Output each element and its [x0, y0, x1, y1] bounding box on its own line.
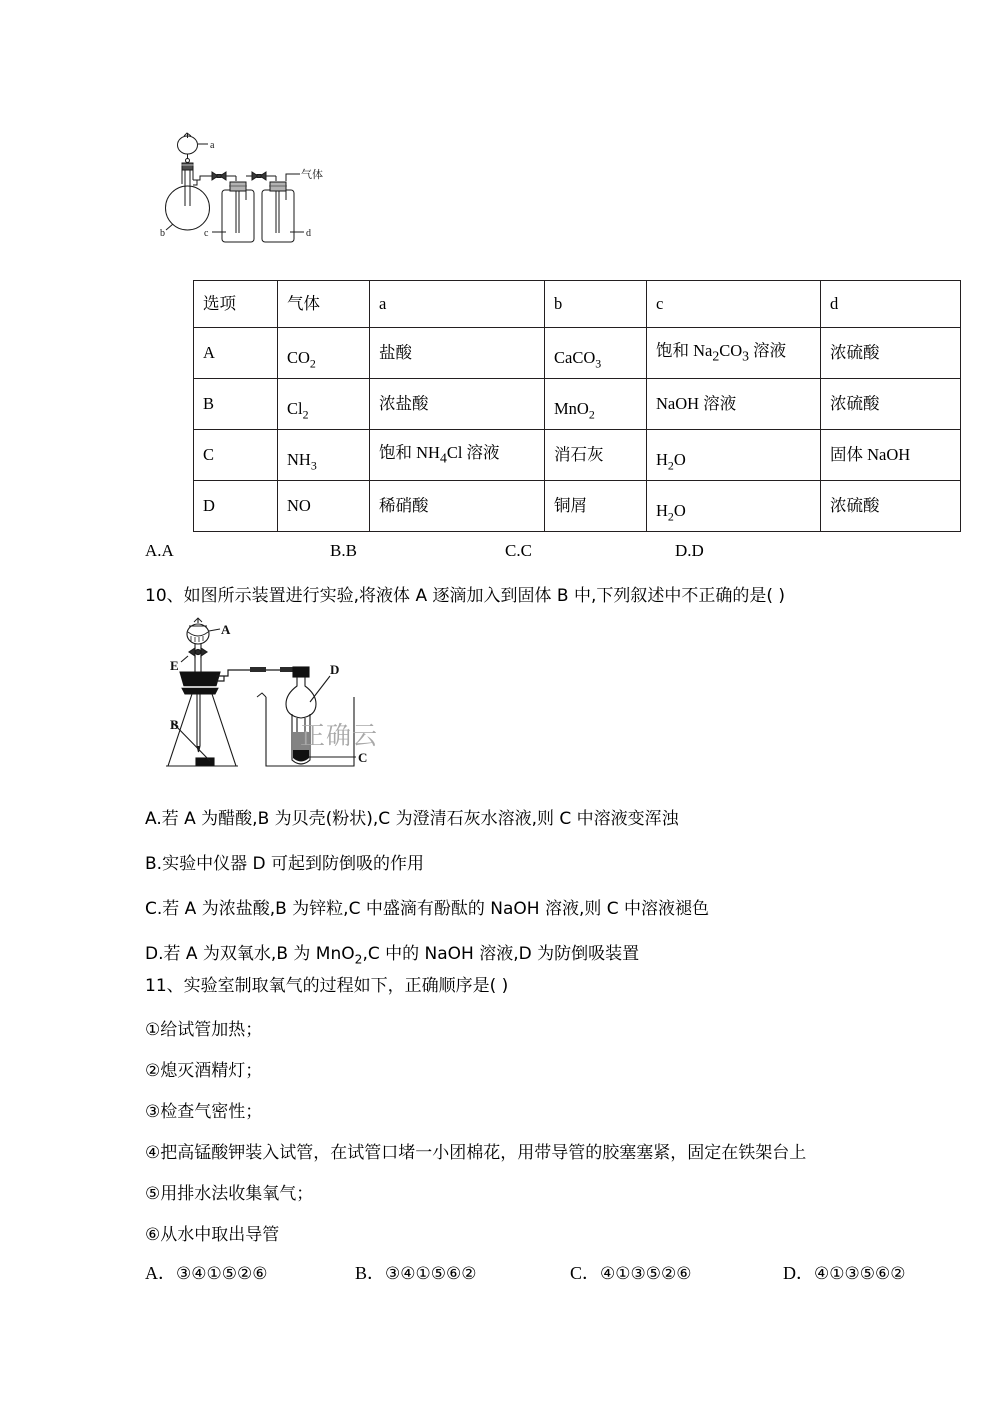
cell-b: 消石灰: [545, 430, 647, 481]
figure-label-b: b: [160, 228, 165, 239]
question-11-step-2: ②熄灭酒精灯；: [145, 1061, 263, 1081]
cell-c: NaOH 溶液: [647, 379, 821, 430]
dropping-funnel-apparatus-figure: [158, 614, 388, 789]
question-10-choice-b[interactable]: B.实验中仪器 D 可起到防倒吸的作用: [145, 854, 424, 874]
cell-option: B: [194, 379, 278, 430]
cell-b: 铜屑: [545, 481, 647, 532]
figure-label-a: a: [210, 140, 215, 151]
question-10-choice-d[interactable]: D.若 A 为双氧水,B 为 MnO$_2$,C 中的 NaOH 溶液,D 为防倒吸装置: [145, 944, 640, 967]
question-11-step-4: ④把高锰酸钾装入试管，在试管口堵一小团棉花，用带导管的胶塞塞紧，固定在铁架台上: [145, 1143, 807, 1163]
answer-option-a[interactable]: A.A: [145, 541, 174, 560]
answer-option-d[interactable]: D.D: [675, 541, 704, 560]
cell-option: C: [194, 430, 278, 481]
table-header-row: [194, 281, 961, 328]
cell-option: D: [194, 481, 278, 532]
question-11-step-5: ⑤用排水法收集氧气；: [145, 1184, 314, 1204]
figure2-label-a: A: [221, 622, 231, 637]
cell-d: 固体 NaOH: [821, 430, 961, 481]
question-11-step-3: ③检查气密性；: [145, 1102, 263, 1122]
table-header-gas: 气体: [278, 281, 370, 328]
cell-b: MnO$_2$: [554, 399, 595, 422]
cell-b: CaCO$_3$: [554, 348, 602, 371]
table-row: [194, 328, 961, 379]
table-row: [194, 379, 961, 430]
table-header-a: a: [370, 281, 545, 328]
q11-answer-option-d[interactable]: D．④①③⑤⑥②: [783, 1263, 906, 1284]
question-10-stem: 10、如图所示装置进行实验,将液体 A 逐滴加入到固体 B 中,下列叙述中不正确的是( ): [145, 586, 786, 606]
cell-a: 盐酸: [370, 328, 545, 379]
table-header-d: d: [821, 281, 961, 328]
table-row: [194, 481, 961, 532]
cell-gas: $Cl_2$: [287, 399, 309, 422]
figure-label-gas-outlet: 气体: [301, 168, 323, 181]
cell-option: A: [194, 328, 278, 379]
cell-gas: $CO_2$: [287, 348, 316, 371]
cell-c: $H_2O$: [656, 450, 686, 473]
cell-c: 饱和 $Na_2CO_3$ 溶液: [647, 328, 821, 379]
q11-answer-option-c[interactable]: C．④①③⑤②⑥: [570, 1263, 692, 1284]
question-10-choice-c[interactable]: C.若 A 为浓盐酸,B 为锌粒,C 中盛滴有酚酞的 NaOH 溶液,则 C 中溶液褪色: [145, 899, 710, 919]
question-11-step-1: ①给试管加热；: [145, 1020, 263, 1040]
gas-generation-apparatus-figure: [160, 128, 330, 263]
answer-option-b[interactable]: B.B: [330, 541, 357, 560]
cell-a: 稀硝酸: [370, 481, 545, 532]
gas-preparation-options-table: [193, 280, 961, 532]
table-header-c: c: [647, 281, 821, 328]
q11-answer-option-b[interactable]: B．③④①⑤⑥②: [355, 1263, 477, 1284]
cell-d: 浓硫酸: [821, 481, 961, 532]
table-header-b: b: [545, 281, 647, 328]
cell-d: 浓硫酸: [821, 379, 961, 430]
cell-a: 饱和 $NH_4Cl$ 溶液: [370, 430, 545, 481]
watermark-text: 正确云: [300, 721, 379, 750]
cell-gas: $NH_3$: [287, 450, 317, 473]
question-11-stem: 11、实验室制取氧气的过程如下，正确顺序是( ): [145, 976, 509, 996]
figure2-label-e: E: [170, 658, 179, 673]
figure-label-d: d: [306, 228, 311, 239]
figure2-label-d: D: [330, 662, 340, 677]
table-row: [194, 430, 961, 481]
question-11-step-6: ⑥从水中取出导管: [145, 1225, 280, 1245]
cell-gas: NO: [278, 481, 370, 532]
question-10-choice-a[interactable]: A.若 A 为醋酸,B 为贝壳(粉状),C 为澄清石灰水溶液,则 C 中溶液变浑浊: [145, 809, 679, 829]
figure-label-c: c: [204, 228, 209, 239]
answer-option-c[interactable]: C.C: [505, 541, 532, 560]
cell-d: 浓硫酸: [821, 328, 961, 379]
figure2-label-b: B: [170, 717, 179, 732]
figure2-label-c: C: [358, 750, 368, 765]
table-header-option: 选项: [194, 281, 278, 328]
q11-answer-option-a[interactable]: A．③④①⑤②⑥: [145, 1263, 268, 1284]
cell-a: 浓盐酸: [370, 379, 545, 430]
cell-c: $H_2O$: [656, 501, 686, 524]
